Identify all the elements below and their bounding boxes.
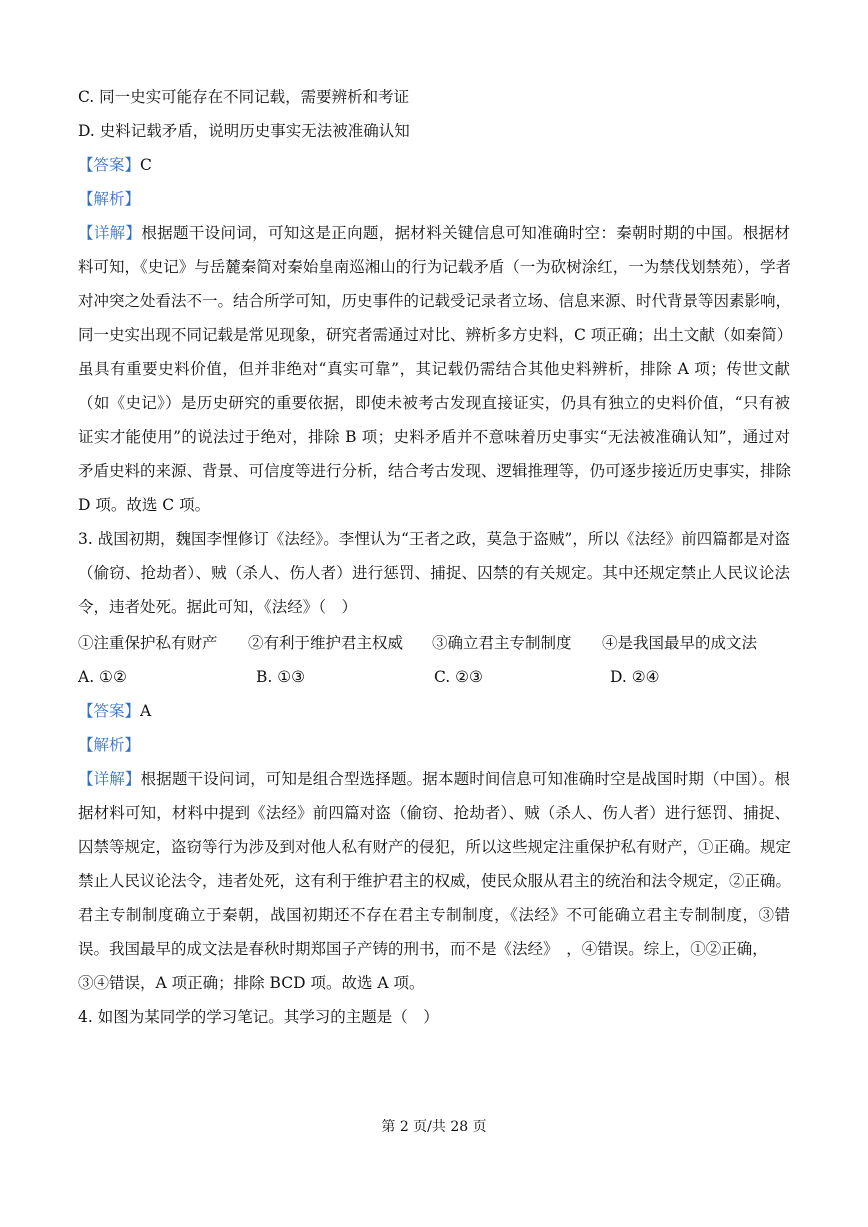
statement-item: ④是我国最早的成文法 [602, 634, 758, 652]
analysis-tag: 【解析】 [78, 736, 141, 754]
detail-tag: 【详解】 [78, 224, 142, 242]
q3-stem-line: 3. 战国初期，魏国李悝修订《法经》。李悝认为“王者之政，莫急于盗贼”，所以《法经》前四篇都是对盗 [78, 530, 790, 548]
q2-answer [78, 148, 790, 182]
choice-option: D. ②④ [610, 668, 660, 686]
q2-detail-line: 料可知，《史记》与岳麓秦简对秦始皇南巡湘山的行为记载矛盾（一为砍树涂红，一为禁伐划禁苑），学者 [78, 258, 792, 276]
answer-value: A [140, 702, 152, 720]
q2-option-c: C. 同一史实可能存在不同记载，需要辨析和考证 [78, 88, 410, 106]
q2-detail-line: 证实才能使用”的说法过于绝对，排除 B 项；史料矛盾并不意味着历史事实“无法被准确认知”，通过对 [78, 428, 790, 446]
q2-detail-line: 【详解】根据题干设问词，可知这是正向题，据材料关键信息可知准确时空：秦朝时期的中国。根据材 [78, 224, 790, 242]
q3-choices [78, 660, 790, 694]
q3-detail-line: 禁止人民议论法令，违者处死，这有利于维护君主的权威，使民众服从君主的统治和法令规定，②正确。 [78, 872, 792, 890]
statement-item: ③确立君主专制制度 [432, 634, 572, 652]
q2-detail-line: 矛盾史料的来源、背景、可信度等进行分析，结合考古发现、逻辑推理等，仍可逐步接近历史事实，排除 [78, 462, 792, 480]
analysis-tag: 【解析】 [78, 190, 141, 208]
q2-detail-line: 同一史实出现不同记载是常见现象，研究者需通过对比、辨析多方史料，C 项正确；出土文献（如秦简） [78, 326, 793, 344]
q4-stem: 4. 如图为某同学的学习笔记。其学习的主题是（ ） [78, 1008, 439, 1026]
q3-detail-line: 据材料可知，材料中提到《法经》前四篇对盗（偷窃、抢劫者）、贼（杀人、伤人者）进行惩罚、捕捉、 [78, 804, 790, 822]
q2-option-d: D. 史料记载矛盾，说明历史事实无法被准确认知 [78, 122, 410, 140]
q3-answer [78, 694, 790, 728]
q3-stem-line: 令，违者处死。据此可知，《法经》（ ） [78, 598, 358, 616]
answer-tag: 【答案】 [78, 156, 141, 174]
q2-analysis-tag [78, 182, 790, 216]
q3-statements [78, 626, 790, 660]
detail-tag: 【详解】 [78, 770, 141, 788]
q3-stem-line: （偷窃、抢劫者）、贼（杀人、伤人者）进行惩罚、捕捉、囚禁的有关规定。其中还规定禁止人民议论法 [78, 564, 790, 582]
answer-tag: 【答案】 [78, 702, 141, 720]
q3-detail-line: 误。我国最早的成文法是春秋时期郑国子产铸的刑书，而不是《法经》 ，④错误。综上，①②正确， [78, 940, 768, 958]
q3-detail-line: 君主专制制度确立于秦朝，战国初期还不存在君主专制制度，《法经》不可能确立君主专制制度，③错 [78, 906, 790, 924]
q3-detail-line: 囚禁等规定，盗窃等行为涉及到对他人私有财产的侵犯，所以这些规定注重保护私有财产，①正确。规定 [78, 838, 792, 856]
statement-item: ②有利于维护君主权威 [248, 634, 404, 652]
page-footer: 第 2 页/共 28 页 [381, 1119, 487, 1135]
choice-option: A. ①② [78, 668, 127, 686]
q3-analysis-tag [78, 728, 790, 762]
q3-detail-line: 【详解】根据题干设问词，可知是组合型选择题。据本题时间信息可知准确时空是战国时期（中国）。根 [78, 770, 790, 788]
choice-option: C. ②③ [434, 668, 483, 686]
choice-option: B. ①③ [256, 668, 306, 686]
q2-detail-line: 对冲突之处看法不一。结合所学可知，历史事件的记载受记录者立场、信息来源、时代背景等因素影响， [78, 292, 792, 310]
q2-detail-line: 虽具有重要史料价值，但并非绝对“真实可靠”，其记载仍需结合其他史料辨析，排除 A 项；传世文献 [78, 360, 790, 378]
q2-detail-line: D 项。故选 C 项。 [78, 496, 211, 514]
q2-detail-line: （如《史记》）是历史研究的重要依据，即使未被考古发现直接证实，仍具有独立的史料价值，“只有被 [78, 394, 790, 412]
answer-value: C [140, 156, 152, 174]
q3-detail-line: ③④错误，A 项正确；排除 BCD 项。故选 A 项。 [78, 974, 425, 992]
statement-item: ①注重保护私有财产 [78, 634, 218, 652]
